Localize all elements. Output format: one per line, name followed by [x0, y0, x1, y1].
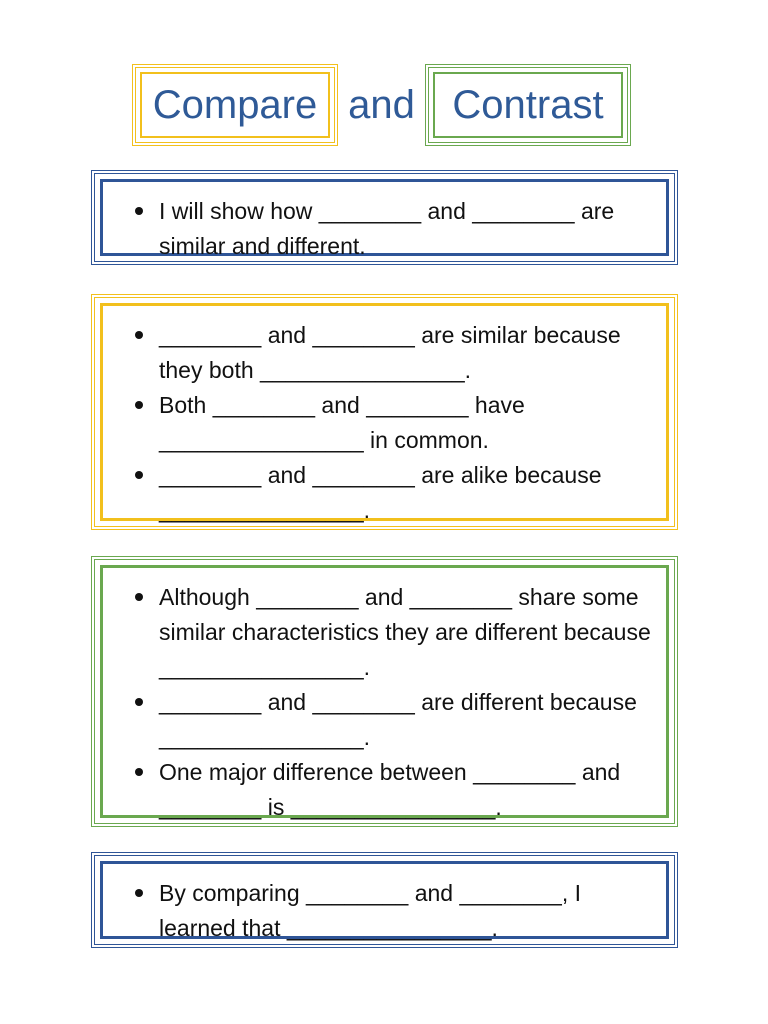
similarity-bullet-1: ________ and ________ are similar because they both ________________. [135, 318, 656, 388]
conclusion-card-inner [100, 861, 669, 939]
difference-bullet-2: ________ and ________ are different because ________________. [135, 685, 656, 755]
title-compare-box [132, 64, 338, 146]
similarity-bullet-3: ________ and ________ are alike because ________________. [135, 458, 656, 528]
difference-bullet-3: One major difference between ________ and ________ is ________________. [135, 755, 656, 825]
title-contrast-box [425, 64, 631, 146]
goal-card [91, 170, 678, 265]
similarities-card [91, 294, 678, 530]
similarities-list [135, 318, 656, 528]
goal-bullet: I will show how ________ and ________ are similar and different. [135, 194, 656, 264]
similarity-bullet-2: Both ________ and ________ have ________________ in common. [135, 388, 656, 458]
differences-card [91, 556, 678, 827]
differences-card-inner [100, 565, 669, 818]
title-compare: Compare [152, 82, 318, 127]
title-and: and [348, 82, 415, 127]
title-row [0, 64, 768, 146]
goal-list [135, 194, 656, 264]
title-contrast: Contrast [452, 82, 604, 127]
goal-card-inner [100, 179, 669, 259]
similarities-card-inner [100, 303, 669, 521]
conclusion-card [91, 852, 678, 948]
differences-list [135, 580, 656, 825]
difference-bullet-1: Although ________ and ________ share some similar characteristics they are different because ________________. [135, 580, 656, 685]
conclusion-list [135, 876, 656, 946]
conclusion-bullet: By comparing ________ and ________, I learned that ________________. [135, 876, 656, 946]
